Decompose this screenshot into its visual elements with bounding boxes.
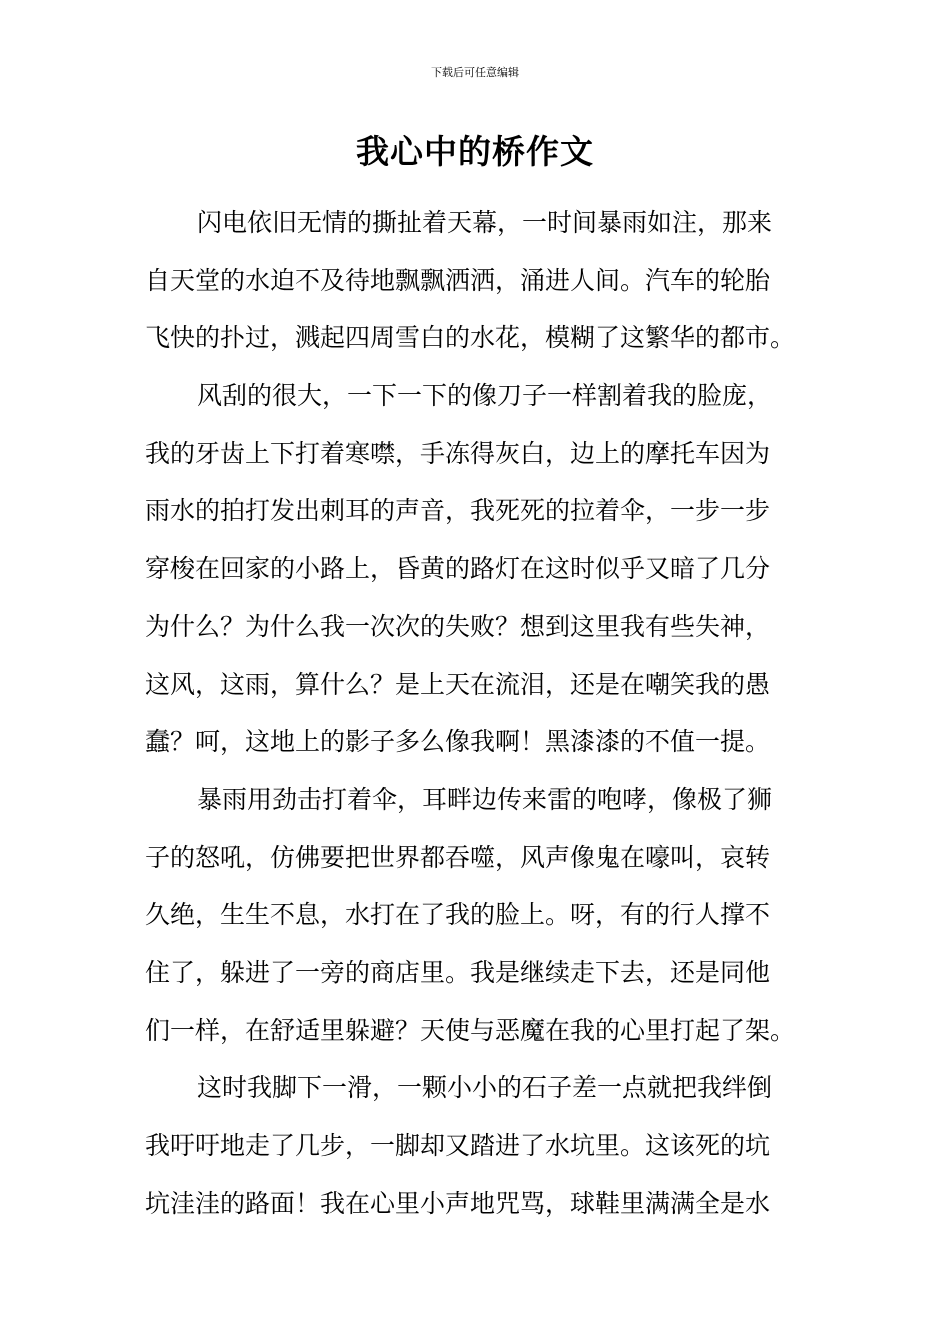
text-line: 这风，这雨，算什么？是上天在流泪，还是在嘲笑我的愚 bbox=[145, 669, 771, 699]
text-line: 我的牙齿上下打着寒噤，手冻得灰白，边上的摩托车因为 bbox=[145, 438, 771, 468]
text-line: 暴雨用劲击打着伞，耳畔边传来雷的咆哮，像极了狮 bbox=[197, 784, 773, 814]
document-body bbox=[145, 194, 810, 1232]
text-line: 我吁吁地走了几步，一脚却又踏进了水坑里。这该死的坑 bbox=[145, 1131, 771, 1160]
text-line: 这时我脚下一滑，一颗小小的石子差一点就把我绊倒 bbox=[197, 1073, 773, 1103]
text-line: 闪电依旧无情的撕扯着天幕，一时间暴雨如注，那来 bbox=[197, 208, 773, 237]
text-line: 们一样，在舒适里躲避？天使与恶魔在我的心里打起了架。 bbox=[145, 1015, 796, 1045]
text-line: 住了，躲进了一旁的商店里。我是继续走下去，还是同他 bbox=[145, 957, 771, 987]
document-title: 我心中的桥作文 bbox=[356, 132, 594, 171]
text-line: 为什么？为什么我一次次的失败？想到这里我有些失神， bbox=[145, 611, 771, 641]
text-line: 子的怒吼，仿佛要把世界都吞噬，风声像鬼在嚎叫，哀转 bbox=[145, 842, 771, 872]
text-line: 雨水的拍打发出刺耳的声音，我死死的拉着伞，一步一步 bbox=[145, 496, 771, 526]
text-line: 穿梭在回家的小路上，昏黄的路灯在这时似乎又暗了几分 bbox=[145, 554, 771, 584]
text-line: 久绝，生生不息，水打在了我的脸上。呀，有的行人撑不 bbox=[145, 900, 771, 930]
text-line: 风刮的很大，一下一下的像刀子一样割着我的脸庞， bbox=[197, 381, 773, 411]
text-line: 飞快的扑过，溅起四周雪白的水花，模糊了这繁华的都市。 bbox=[145, 323, 796, 353]
text-line: 坑洼洼的路面！我在心里小声地咒骂，球鞋里满满全是水 bbox=[145, 1188, 771, 1218]
text-line: 蠢？呵，这地上的影子多么像我啊！黑漆漆的不值一提。 bbox=[145, 727, 771, 757]
header-note: 下载后可任意编辑 bbox=[431, 66, 519, 79]
text-line: 自天堂的水迫不及待地飘飘洒洒，涌进人间。汽车的轮胎 bbox=[145, 265, 771, 295]
